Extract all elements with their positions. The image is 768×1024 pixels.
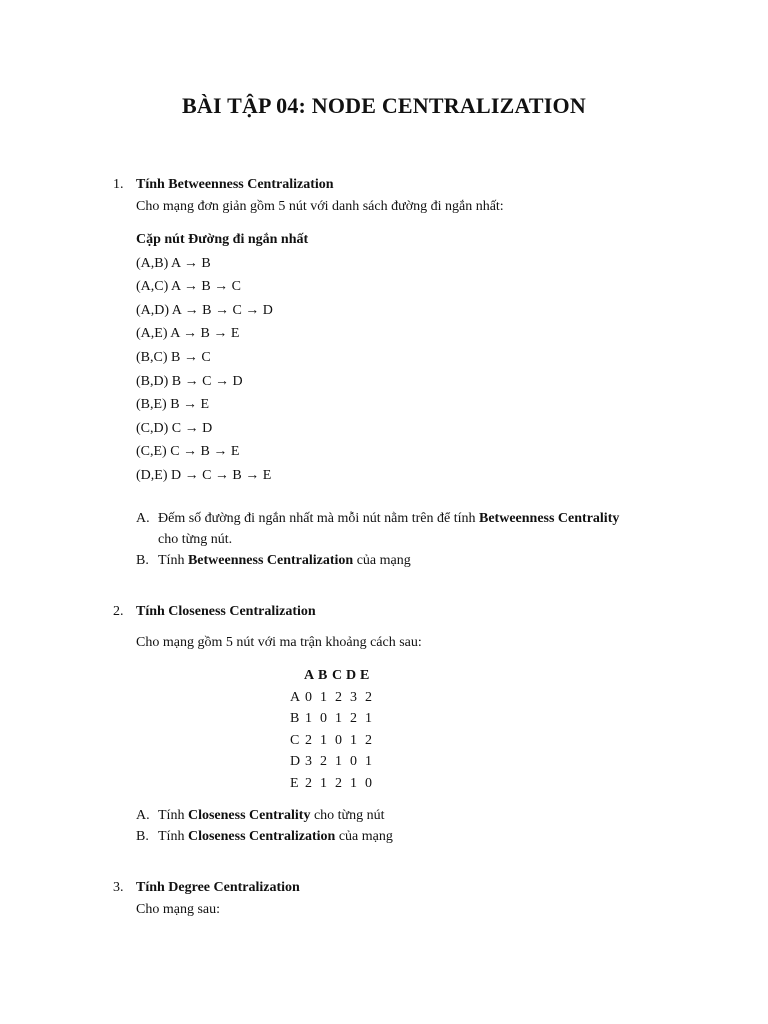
matrix-cell: 1 (305, 711, 312, 727)
matrix-cell: 2 (365, 732, 372, 748)
matrix-cell: 1 (365, 754, 372, 770)
matrix-header-cell: B (318, 668, 328, 683)
matrix-header-cell: A (304, 668, 315, 683)
task-text-normal: Tính (158, 808, 188, 823)
page-title: BÀI TẬP 04: NODE CENTRALIZATION (182, 93, 586, 118)
task-marker: A. (136, 511, 150, 526)
matrix-cell: 2 (305, 732, 312, 748)
matrix-cell: 3 (305, 754, 312, 770)
matrix-row-label: A (290, 689, 301, 705)
matrix-row (290, 730, 380, 752)
matrix-cell: 1 (320, 732, 327, 748)
matrix-cell: 0 (350, 754, 357, 770)
matrix-cell: 2 (335, 775, 342, 791)
path-row: (B,D) B → C → D (136, 374, 243, 389)
matrix-cell: 1 (320, 689, 327, 705)
matrix-cell: 1 (350, 775, 357, 791)
section-2-heading: Tính Closeness Centralization (136, 604, 316, 619)
task-text-normal: của mạng (335, 829, 393, 844)
path-row: (D,E) D → C → B → E (136, 468, 272, 483)
matrix-row-label: B (290, 711, 300, 727)
section-1-number: 1. (113, 177, 124, 192)
matrix-header-cell: C (332, 668, 343, 683)
matrix-cell: 0 (335, 732, 342, 748)
matrix-row (290, 751, 380, 773)
path-row: (C,E) C → B → E (136, 444, 240, 459)
section-3-number: 3. (113, 880, 124, 895)
section-3-intro: Cho mạng sau: (136, 902, 220, 917)
task-text-bold: Betweenness Centralization (187, 553, 354, 568)
task-text-bold: Betweenness Centrality (479, 511, 620, 526)
task-text-normal: Tính (158, 829, 188, 844)
path-row: (A,B) A → B (136, 256, 211, 271)
task-text (158, 511, 619, 527)
matrix-header-row (290, 665, 380, 687)
section-1-heading: Tính Betweenness Centralization (136, 177, 334, 192)
task-text-normal: cho từng nút (310, 808, 385, 823)
matrix-row-label: D (290, 754, 301, 770)
matrix-cell: 2 (335, 689, 342, 705)
task-text-normal: của mạng (353, 553, 411, 568)
matrix-cell: 1 (335, 711, 342, 727)
path-row: (C,D) C → D (136, 421, 213, 436)
matrix-cell: 1 (320, 775, 327, 791)
path-row: (B,C) B → C (136, 350, 211, 365)
matrix-header-cell: D (346, 668, 357, 683)
path-row: (A,D) A → B → C → D (136, 303, 273, 318)
section-3-heading: Tính Degree Centralization (136, 880, 300, 895)
matrix-cell: 2 (350, 711, 357, 727)
task-text-normal: Tính (158, 553, 188, 568)
task-text-continuation: cho từng nút. (158, 532, 233, 547)
matrix-row-label: E (290, 775, 299, 791)
task-text-normal: Đếm số đường đi ngắn nhất mà mỗi nút nằm trên để tính (158, 511, 479, 526)
matrix-cell: 2 (320, 754, 327, 770)
path-row: (A,E) A → B → E (136, 326, 240, 341)
matrix-cell: 1 (350, 732, 357, 748)
task-marker: A. (136, 808, 150, 823)
paths-table-header: Cặp nút Đường đi ngắn nhất (136, 232, 309, 247)
task-text-bold: Closeness Centralization (187, 829, 336, 844)
matrix-cell: 2 (365, 689, 372, 705)
section-2-intro: Cho mạng gồm 5 nút với ma trận khoảng cách sau: (136, 635, 422, 650)
task-marker: B. (136, 553, 149, 568)
task-text (158, 553, 411, 569)
task-text (158, 808, 385, 824)
matrix-header-cell: E (360, 668, 370, 683)
matrix-row (290, 708, 380, 730)
matrix-cell: 3 (350, 689, 357, 705)
distance-matrix (290, 665, 380, 795)
section-1-intro: Cho mạng đơn giản gồm 5 nút với danh sách đường đi ngắn nhất: (136, 199, 504, 214)
matrix-cell: 1 (365, 711, 372, 727)
matrix-row (290, 687, 380, 709)
matrix-row (290, 773, 380, 795)
matrix-cell: 1 (335, 754, 342, 770)
matrix-cell: 0 (365, 775, 372, 791)
task-marker: B. (136, 829, 149, 844)
section-2-number: 2. (113, 604, 124, 619)
path-row: (A,C) A → B → C (136, 279, 242, 294)
task-text-bold: Closeness Centrality (187, 808, 311, 823)
matrix-cell: 2 (305, 775, 312, 791)
matrix-row-label: C (290, 732, 300, 748)
task-text (158, 829, 393, 845)
matrix-cell: 0 (305, 689, 312, 705)
matrix-cell: 0 (320, 711, 327, 727)
path-row: (B,E) B → E (136, 397, 210, 412)
